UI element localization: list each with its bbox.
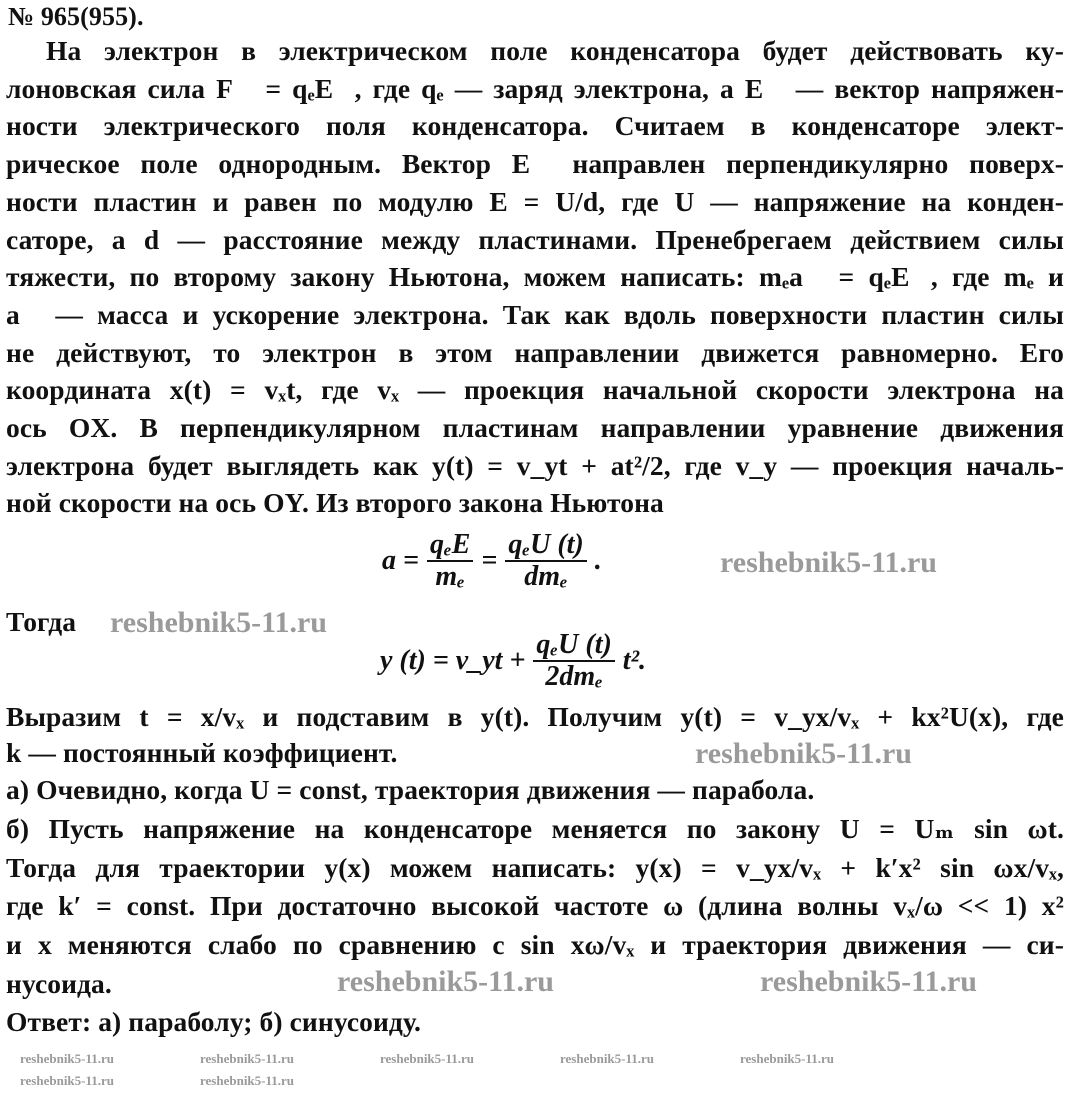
togda-label: Тогда (6, 606, 77, 637)
watermark: reshebnik5-11.ru (110, 606, 327, 639)
fraction (427, 530, 473, 592)
text-line: координата x(t) = vₓt, где vₓ — проекция начальной скорости электрона на (6, 374, 1064, 406)
text-line: не действуют, то электрон в этом направлении движется равномерно. Его (6, 336, 1064, 368)
fraction (533, 630, 614, 692)
fraction (505, 530, 586, 592)
formula-lhs: y (t) = v_yt + (380, 645, 526, 676)
formula-acceleration (382, 530, 602, 592)
text-line: ной скорости на ось OY. Из второго закона Ньютона (6, 487, 664, 519)
text-line: Тогда для траектории y(x) можем написать: y(x) = v_yx/vₓ + k′x² sin ωx/vₓ, (6, 852, 1064, 883)
text-line: ности электрического поля конденсатора. Считаем в конденсаторе элект- (6, 110, 1064, 142)
watermark: reshebnik5-11.ru (695, 737, 912, 770)
watermark: reshebnik5-11.ru (20, 1051, 115, 1066)
watermark: reshebnik5-11.ru (740, 1051, 835, 1066)
formula-y (380, 630, 646, 692)
watermark: reshebnik5-11.ru (380, 1051, 475, 1066)
text-line: где k′ = const. При достаточно высокой частоте ω (длина волны vₓ/ω << 1) x² (6, 890, 1064, 921)
numerator: qₑE (427, 530, 473, 562)
text-line: б) Пусть напряжение на конденсаторе меняется по закону U = Uₘ sin ωt. (6, 813, 1064, 844)
denominator: 2dmₑ (545, 661, 603, 692)
formula-end: t². (622, 645, 646, 676)
watermark: reshebnik5-11.ru (760, 965, 977, 998)
watermark: reshebnik5-11.ru (337, 965, 554, 998)
text-line: ось OX. В перпендикулярном пластинам направлении уравнение движения (6, 412, 1064, 443)
text-line: Ответ: а) параболу; б) синусоиду. (6, 1006, 422, 1037)
period: . (594, 545, 602, 576)
text-line: На электрон в электрическом поле конденсатора будет действовать ку- (46, 35, 1064, 66)
text-line: рическое поле однородным. Вектор E⃗ направлен перпендикулярно поверх- (6, 148, 1064, 180)
text-line: а) Очевидно, когда U = const, траектория движения — парабола. (6, 774, 815, 805)
watermark: reshebnik5-11.ru (200, 1051, 295, 1066)
formula-lhs: a = (382, 545, 419, 576)
text-line: нусоида. (6, 968, 112, 999)
watermark: reshebnik5-11.ru (200, 1073, 295, 1088)
text-line: Выразим t = x/vₓ и подставим в y(t). Получим y(t) = v_yx/vₓ + kx²U(x), где (6, 701, 1064, 732)
equals: = (481, 545, 498, 576)
watermark: reshebnik5-11.ru (20, 1073, 115, 1088)
text-line: электрона будет выглядеть как y(t) = v_yt + at²/2, где v_y — проекция началь- (6, 449, 1064, 481)
numerator: qₑU (t) (505, 530, 586, 562)
problem-number: № 965(955). (8, 2, 144, 31)
text-line: a⃗ — масса и ускорение электрона. Так как вдоль поверхности пластин силы (6, 298, 1064, 330)
text-line: и x меняются слабо по сравнению с sin xω/vₓ и траектория движения — си- (6, 929, 1064, 960)
numerator: qₑU (t) (533, 630, 614, 662)
denominator: mₑ (435, 561, 465, 592)
watermark: reshebnik5-11.ru (560, 1051, 655, 1066)
text-line: лоновская сила F⃗ = qₑE⃗, где qₑ — заряд электрона, а E⃗ — вектор напряжен- (6, 72, 1064, 104)
text-line: k — постоянный коэффициент. (6, 737, 398, 768)
watermark: reshebnik5-11.ru (720, 546, 937, 579)
denominator: dmₑ (524, 561, 568, 592)
text-line: ности пластин и равен по модулю E = U/d, где U — напряжение на конден- (6, 185, 1064, 217)
text-line: саторе, а d — расстояние между пластинами. Пренебрегаем действием силы (6, 223, 1064, 255)
text-line: тяжести, по второму закону Ньютона, можем написать: mₑa⃗ = qₑE⃗, где mₑ и (6, 261, 1064, 293)
